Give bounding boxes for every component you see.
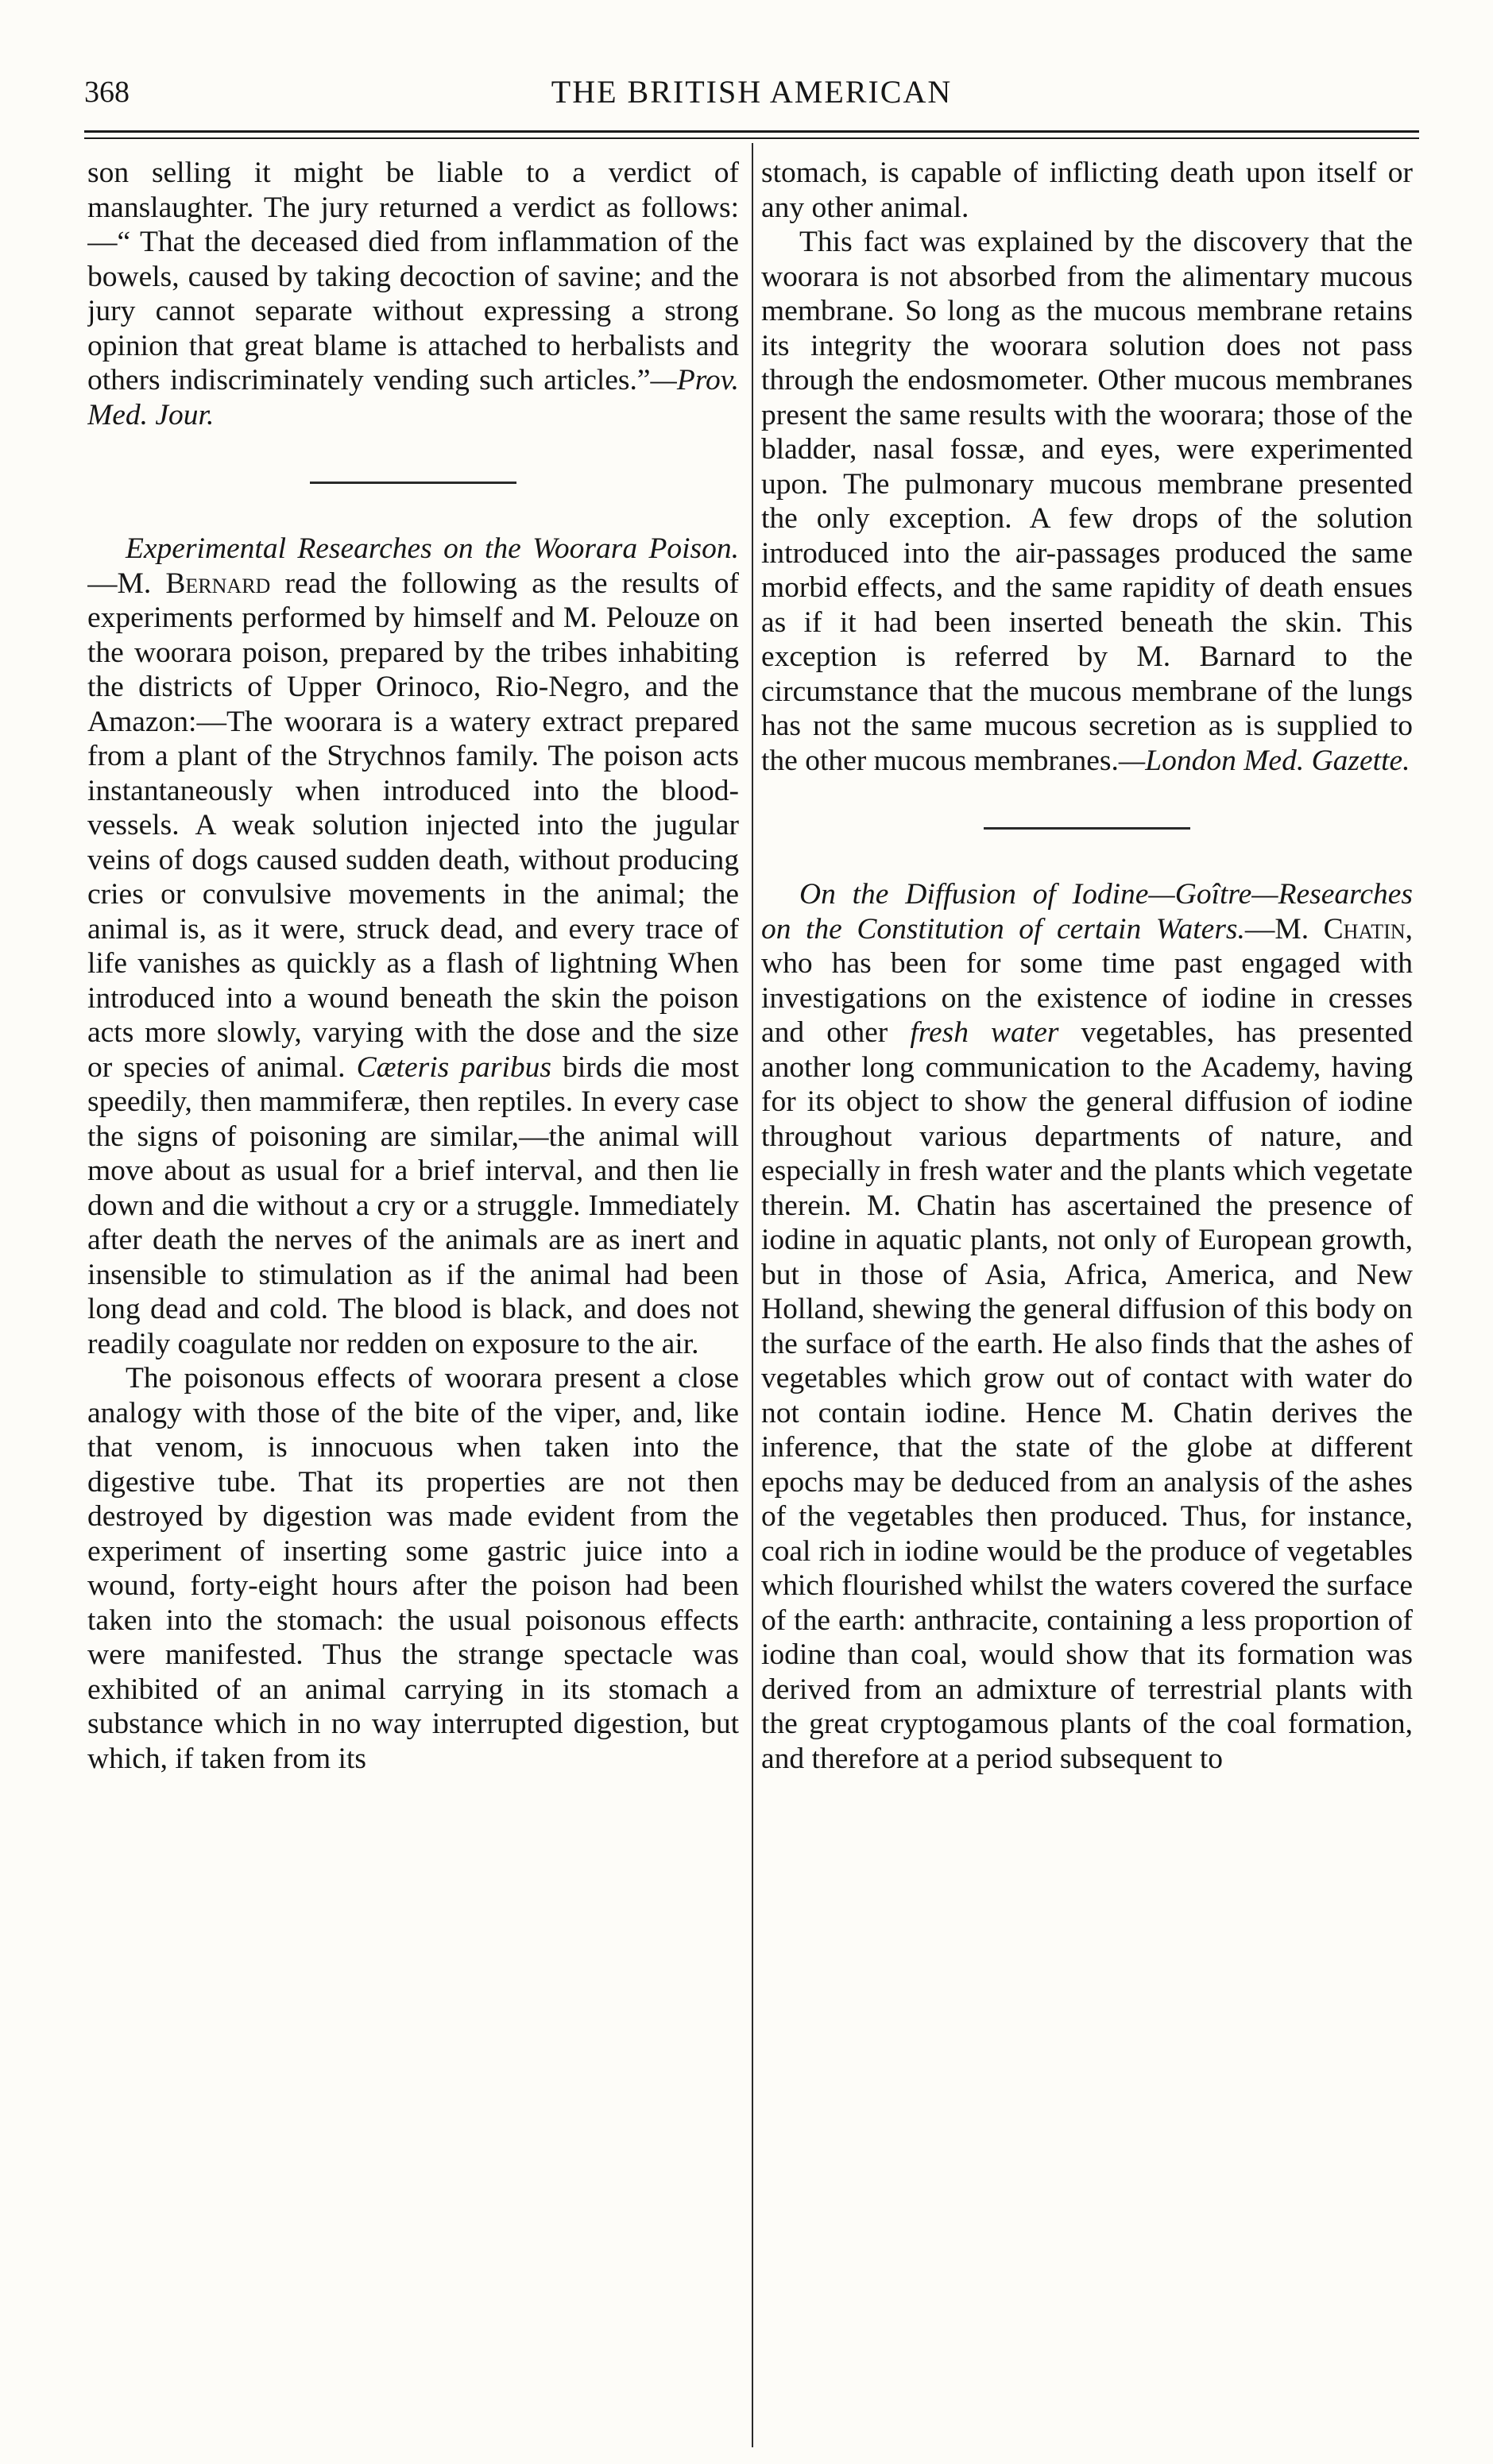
- article-woorara-intro: [87, 532, 739, 1361]
- italic-phrase: fresh water: [910, 1016, 1059, 1049]
- paragraph-continuation: stomach, is capable of inflicting death upon itself or any other animal.: [761, 157, 1413, 224]
- paragraph-text: birds die most speedily, then mammiferæ, then reptiles. In every case the signs of poisoning are similar,—the animal will move about as usual for a brief interval, and then lie down and die without a cry or a struggle. Immediately after death the nerves of the animals are as inert and insensible to stimulation as if the animal had been long dead and cold. The blood is black, and does not readily coagulate nor redden on exposure to the air.: [87, 1050, 739, 1360]
- page-number: 368: [84, 75, 130, 109]
- paragraph-mucous-membrane: [761, 225, 1413, 778]
- title-dash: —M.: [1244, 912, 1324, 946]
- article-iodine-intro: [761, 877, 1413, 1776]
- source-citation: —London Med. Gazette.: [1118, 744, 1410, 777]
- article-author: Chatin: [1323, 912, 1406, 946]
- paragraph-text: son selling it might be liable to a verdict of manslaughter. The jury returned a verdict as follows:—“ That the deceased died from inflammation of the bowels, caused by taking decoction of savine; and the jury cannot separate without expressing a strong opinion that great blame is attached to herbalists and others indiscriminately vending such articles.”: [87, 157, 739, 396]
- page-header: [84, 49, 1419, 121]
- header-rule-thick: [84, 130, 1419, 133]
- left-column: [87, 156, 739, 2444]
- paragraph-text: vegetables, has presented another long communication to the Academy, having for its object to show the general diffusion of iodine throughout various departments of nature, and especially in fresh water and the plants which vegetate therein. M. Chatin has ascertained the presence of iodine in aquatic plants, not only of European growth, but in those of Asia, Africa, America, and New Holland, shewing the general diffusion of this body on the surface of the earth. He also finds that the ashes of vegetables which grow out of contact with water do not contain iodine. Hence M. Chatin derives the inference, that the state of the globe at different epochs may be deduced from an analysis of the ashes of the vegetables then produced. Thus, for instance, coal rich in iodine would be the produce of vegetables which flourished whilst the waters covered the surface of the earth: anthracite, containing a less proportion of iodine than coal, would show that its formation was derived from an admixture of terrestrial plants with the great cryptogamous plants of the coal formation, and therefore at a period subsequent to: [761, 1016, 1413, 1775]
- paragraph-text: , who has been for some time past engaged with investigations on the existence of iodine in cresses and other: [761, 912, 1413, 1049]
- paragraph-text: read the following as the results of experiments performed by himself and M. Pelouze on the woorara poison, prepared by the tribes inhabiting the districts of Upper Orinoco, Rio-Negro, and the Amazon:—The woorara is a watery extract prepared from a plant of the Strychnos family. The poison acts instantaneously when introduced into the blood-vessels. A weak solution injected into the jugular veins of dogs caused sudden death, without producing cries or convulsive movements in the animal; the animal is, as it were, struck dead, and every trace of life vanishes as quickly as a flash of lightning When introduced into a wound beneath the skin the poison acts more slowly, varying with the dose and the size or species of animal.: [87, 567, 739, 1084]
- paragraph-text: This fact was explained by the discovery that the woorara is not absorbed from the alimentary mucous membrane. So long as the mucous membrane retains its integrity the woorara solution does not pass through the endosmometer. Other mucous membranes present the same results with the woorara; those of the bladder, nasal fossæ, and eyes, were experimented upon. The pulmonary mucous membrane presented the only exception. A few drops of the solution introduced into the air-passages produced the same morbid effects, and the same rapidity of death ensues as if it had been inserted beneath the skin. This exception is referred by M. Barnard to the circumstance that the mucous membrane of the lungs has not the same mucous secretion as is supplied to the other mucous membranes.: [761, 226, 1413, 777]
- article-title: On the Diffusion of Iodine—Goître—Researches on the Constitution of certain Waters.: [761, 878, 1413, 946]
- running-head: THE BRITISH AMERICAN: [551, 74, 953, 110]
- article-separator: [310, 482, 516, 484]
- article-author: Bernard: [165, 567, 271, 600]
- article-woorara-paragraph-2: The poisonous effects of woorara present a close analogy with those of the bite of the viper, and, like that venom, is innocuous when taken into the digestive tube. That its properties are not then destroyed by digestion was made evident from the experiment of inserting some gastric juice into a wound, forty-eight hours after the poison had been taken into the stomach: the usual poisonous effects were manifested. Thus the strange spectacle was exhibited of an animal carrying in its stomach a substance which in no way interrupted digestion, but which, if taken from its: [87, 1362, 739, 1775]
- source-citation: —Prov. Med. Jour.: [87, 364, 739, 431]
- title-dash: —M.: [87, 567, 166, 600]
- header-rule-thin: [84, 137, 1419, 139]
- paragraph-savine-verdict: [87, 156, 739, 432]
- latin-phrase: Cæteris paribus: [356, 1050, 551, 1084]
- right-column: [761, 156, 1413, 2444]
- column-divider: [752, 143, 753, 2447]
- article-title: Experimental Researches on the Woorara Poison.: [126, 532, 739, 565]
- article-separator: [984, 827, 1190, 830]
